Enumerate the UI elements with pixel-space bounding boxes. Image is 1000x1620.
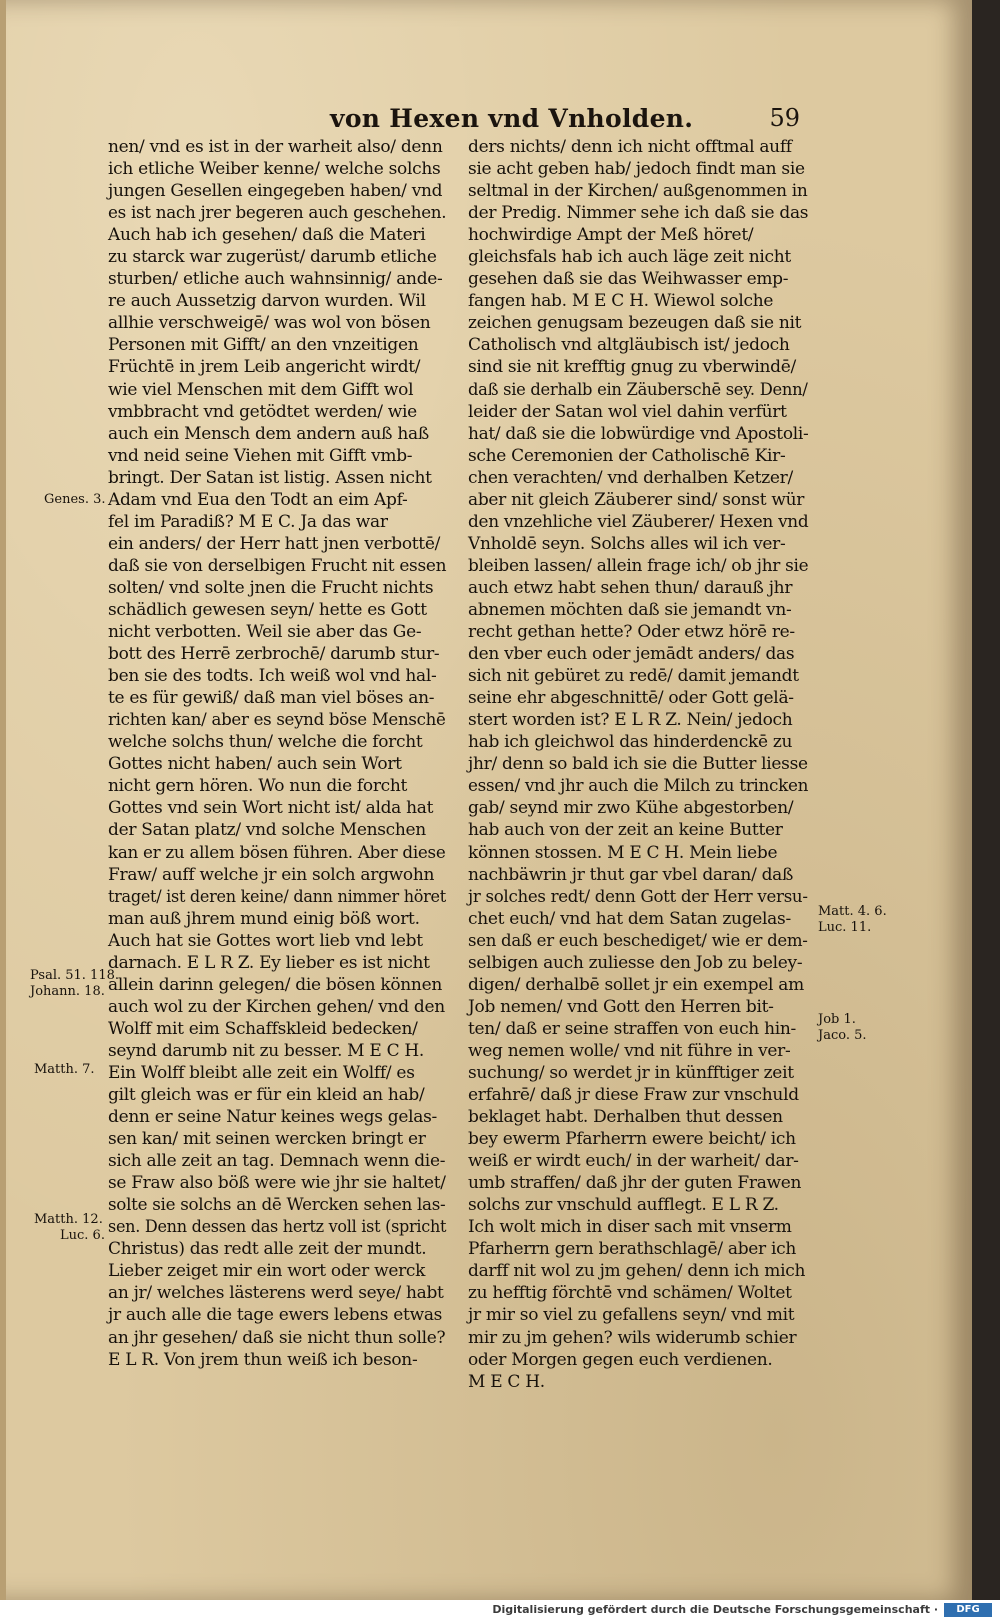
text-line: der Satan platz/ vnd solche Menschen [108,820,426,841]
text-line: Auch hab ich gesehen/ daß die Materi [108,225,426,246]
text-line: daß sie derhalb ein Zäuberschē sey. Denn/ [468,379,808,400]
text-line: chen verachten/ vnd derhalben Ketzer/ [468,467,793,488]
text-line: allhie verschweigē/ was wol von bösen [108,313,431,334]
text-line: Job nemen/ vnd Gott den Herren bit- [468,996,774,1017]
text-line: hat/ daß sie die lobwürdige vnd Apostoli- [468,423,809,444]
text-line: recht gethan hette? Oder etwz hörē re- [468,622,795,643]
digitization-footer [0,1600,1000,1620]
text-line: hab auch von der zeit an keine Butter [468,820,783,841]
text-line: jr solches redt/ denn Gott der Herr versu- [468,886,808,907]
text-line: fangen hab. M E C H. Wiewol solche [468,291,774,312]
text-line: zeichen genugsam bezeugen daß sie nit [468,313,802,334]
text-line: leider der Satan wol viel dahin verfürt [468,401,787,422]
text-line: bey ewerm Pfarherrn ewere beicht/ ich [468,1129,796,1150]
text-line: gab/ seynd mir zwo Kühe abgestorben/ [468,798,794,819]
text-line: essen/ vnd jhr auch die Milch zu trincken [468,776,809,797]
margin-note-job: Job 1. [818,1012,856,1027]
text-line: kan er zu allem bösen führen. Aber diese [108,842,446,863]
text-line: vnd neid seine Viehen mit Gifft vmb- [108,445,413,466]
margin-note-psalm: Psal. 51. 118. [30,968,119,983]
text-line: se Fraw also böß were wie jhr sie haltet/ [108,1173,446,1194]
text-line: selbigen auch zuliesse den Job zu beley- [468,952,803,973]
text-line: vmbbracht vnd getödtet werden/ wie [108,401,417,422]
margin-note-luc6: Luc. 6. [60,1228,105,1243]
text-line: E L R. Von jrem thun weiß ich beson- [108,1349,418,1370]
text-line: der Predig. Nimmer sehe ich daß sie das [468,203,809,224]
text-line: mir zu jm gehen? wils widerumb schier [468,1327,797,1348]
text-line: seine ehr abgeschnittē/ oder Gott gelä- [468,688,794,709]
right-text-column [468,136,808,1393]
text-line: Auch hat sie Gottes wort lieb vnd lebt [108,930,423,951]
text-line: Fraw/ auff welche jr ein solch argwohn [108,864,435,885]
text-line: ich etliche Weiber kenne/ welche solchs [108,159,441,180]
page-edge [0,0,6,1600]
text-line: weg nemen wolle/ vnd nit führe in ver- [468,1040,791,1061]
text-line: sen kan/ mit seinen wercken bringt er [108,1129,426,1150]
text-line: Ich wolt mich in diser sach mit vnserm [468,1217,792,1238]
text-line: seltmal in der Kirchen/ außgenommen in [468,181,808,202]
page-number: 59 [769,104,800,132]
text-line: Catholisch vnd altgläubisch ist/ jedoch [468,335,790,356]
text-line: Adam vnd Eua den Todt an eim Apf- [108,489,408,510]
text-line: darnach. E L R Z. Ey lieber es ist nicht [108,952,430,973]
text-line: beklaget habt. Derhalben thut dessen [468,1107,783,1128]
text-line: auch ein Mensch dem andern auß haß [108,423,429,444]
text-line: fel im Paradiß? M E C. Ja das war [108,511,388,532]
text-line: daß sie von derselbigen Frucht nit essen [108,555,447,576]
text-line: richten kan/ aber es seynd böse Menschē [108,710,446,731]
text-line: bleiben lassen/ allein frage ich/ ob jhr sie [468,555,809,576]
text-line: weiß er wirdt euch/ in der warheit/ dar- [468,1151,799,1172]
text-line: sen daß er euch beschediget/ wie er dem- [468,930,808,951]
text-line: Pfarherrn gern berathschlagē/ aber ich [468,1239,796,1260]
text-line: umb straffen/ daß jhr der guten Frawen [468,1173,802,1194]
text-line: traget/ ist deren keine/ dann nimmer höret [108,886,446,907]
text-line: wie viel Menschen mit dem Gifft wol [108,379,414,400]
text-line: zu hefftig förchtē vnd schämen/ Woltet [468,1283,792,1304]
text-line: sind sie nit krefftig gnug zu vberwindē/ [468,357,796,378]
margin-note-matth7: Matth. 7. [34,1062,95,1077]
text-line: zu starck war zugerüst/ darumb etliche [108,247,437,268]
text-line: ders nichts/ denn ich nicht offtmal auff [468,137,792,157]
text-line: nachbäwrin jr thut gar vbel daran/ daß [468,864,794,885]
text-line: man auß jhrem mund einig böß wort. [108,908,420,929]
text-line: Lieber zeiget mir ein wort oder werck [108,1261,426,1282]
text-line: M E C H. [468,1371,545,1392]
text-line: an jhr gesehen/ daß sie nicht thun solle? [108,1327,446,1348]
text-line: sen. Denn dessen das hertz voll ist (spricht [108,1217,447,1238]
text-line: nicht gern hören. Wo nun die forcht [108,776,408,797]
margin-note-genesis: Genes. 3. [44,492,106,507]
dfg-logo: DFG [944,1603,992,1617]
text-line: Personen mit Gifft/ an den vnzeitigen [108,335,419,356]
margin-note-matt4: Matt. 4. 6. [818,904,887,919]
text-line: bringt. Der Satan ist listig. Assen nicht [108,467,432,488]
margin-note-jaco: Jaco. 5. [818,1028,867,1043]
text-line: sche Ceremonien der Catholischē Kir- [468,445,786,466]
text-line: solte sie solchs an dē Wercken sehen las- [108,1195,446,1216]
text-line: jr mir so viel zu gefallens seyn/ vnd mit [468,1305,795,1326]
text-line: gesehen daß sie das Weihwasser emp- [468,269,789,290]
margin-note-luc11: Luc. 11. [818,920,872,935]
margin-note-johann: Johann. 18. [30,984,105,999]
funding-credit: Digitalisierung gefördert durch die Deutsche Forschungsgemeinschaft · [492,1603,938,1616]
text-line: chet euch/ vnd hat dem Satan zugelas- [468,908,791,929]
text-line: bott des Herrē zerbrochē/ darumb stur- [108,644,440,665]
running-title: von Hexen vnd Vnholden. [330,104,694,133]
text-line: den vber euch oder jemādt anders/ das [468,644,795,665]
text-line: nicht verbotten. Weil sie aber das Ge- [108,622,422,643]
text-line: denn er seine Natur keines wegs gelas- [108,1107,437,1128]
text-line: oder Morgen gegen euch verdienen. [468,1349,773,1370]
text-line: stert worden ist? E L R Z. Nein/ jedoch [468,710,793,731]
text-line: darff nit wol zu jm gehen/ denn ich mich [468,1261,806,1282]
text-line: aber nit gleich Zäuberer sind/ sonst wür [468,489,805,510]
text-line: abnemen möchten daß sie jemandt vn- [468,599,792,620]
text-line: erfahrē/ daß jr diese Fraw zur vnschuld [468,1085,799,1106]
text-line: sich nit gebüret zu redē/ damit jemandt [468,666,799,687]
left-text-column [108,136,446,1371]
text-line: auch etwz habt sehen thun/ darauß jhr [468,577,793,598]
text-line: Wolff mit eim Schaffskleid bedecken/ [108,1018,418,1039]
text-line: auch wol zu der Kirchen gehen/ vnd den [108,996,445,1017]
text-line: Christus) das redt alle zeit der mundt. [108,1239,427,1260]
text-line: solchs zur vnschuld aufflegt. E L R Z. [468,1195,779,1216]
text-line: jr auch alle die tage ewers lebens etwas [108,1305,443,1326]
text-line: es ist nach jrer begeren auch geschehen. [108,203,447,224]
text-line: digen/ derhalbē sollet jr ein exempel am [468,974,804,995]
text-line: Vnholdē seyn. Solchs alles wil ich ver- [468,533,786,554]
text-line: gleichsfals hab ich auch läge zeit nicht [468,247,791,268]
text-line: sturben/ etliche auch wahnsinnig/ ande- [108,269,443,290]
text-line: jhr/ denn so bald ich sie die Butter liesse [468,754,808,775]
text-line: ten/ daß er seine straffen von euch hin- [468,1018,796,1039]
text-line: ben sie des todts. Ich weiß wol vnd hal- [108,666,437,687]
text-line: jungen Gesellen eingegeben haben/ vnd [108,181,443,202]
text-line: re auch Aussetzig darvon wurden. Wil [108,291,426,312]
text-line: schädlich gewesen seyn/ hette es Gott [108,599,427,620]
text-line: seynd darumb nit zu besser. M E C H. [108,1040,425,1061]
text-line: hab ich gleichwol das hinderdenckē zu [468,732,793,753]
text-line: gilt gleich was er für ein kleid an hab/ [108,1085,425,1106]
text-line: Gottes vnd sein Wort nicht ist/ alda hat [108,798,434,819]
text-line: sie acht geben hab/ jedoch findt man sie [468,159,805,180]
text-line: sich alle zeit an tag. Demnach wenn die- [108,1151,446,1172]
text-line: nen/ vnd es ist in der warheit also/ denn [108,137,443,157]
margin-note-matth12: Matth. 12. [34,1212,103,1227]
text-line: welche solchs thun/ welche die forcht [108,732,423,753]
text-line: ein anders/ der Herr hatt jnen verbottē/ [108,533,441,554]
text-line: Gottes nicht haben/ auch sein Wort [108,754,402,775]
text-line: Ein Wolff bleibt alle zeit ein Wolff/ es [108,1062,415,1083]
text-line: hochwirdige Ampt der Meß höret/ [468,225,754,246]
text-line: te es für gewiß/ daß man viel böses an- [108,688,435,709]
text-line: den vnzehliche viel Zäuberer/ Hexen vnd [468,511,809,532]
text-line: solten/ vnd solte jnen die Frucht nichts [108,577,434,598]
text-line: an jr/ welches lästerens werd seye/ habt [108,1283,444,1304]
text-line: Früchtē in jrem Leib angericht wirdt/ [108,357,421,378]
text-line: können stossen. M E C H. Mein liebe [468,842,778,863]
text-line: allein darinn gelegen/ die bösen können [108,974,442,995]
running-header [330,104,800,140]
text-line: suchung/ so werdet jr in künfftiger zeit [468,1062,794,1083]
